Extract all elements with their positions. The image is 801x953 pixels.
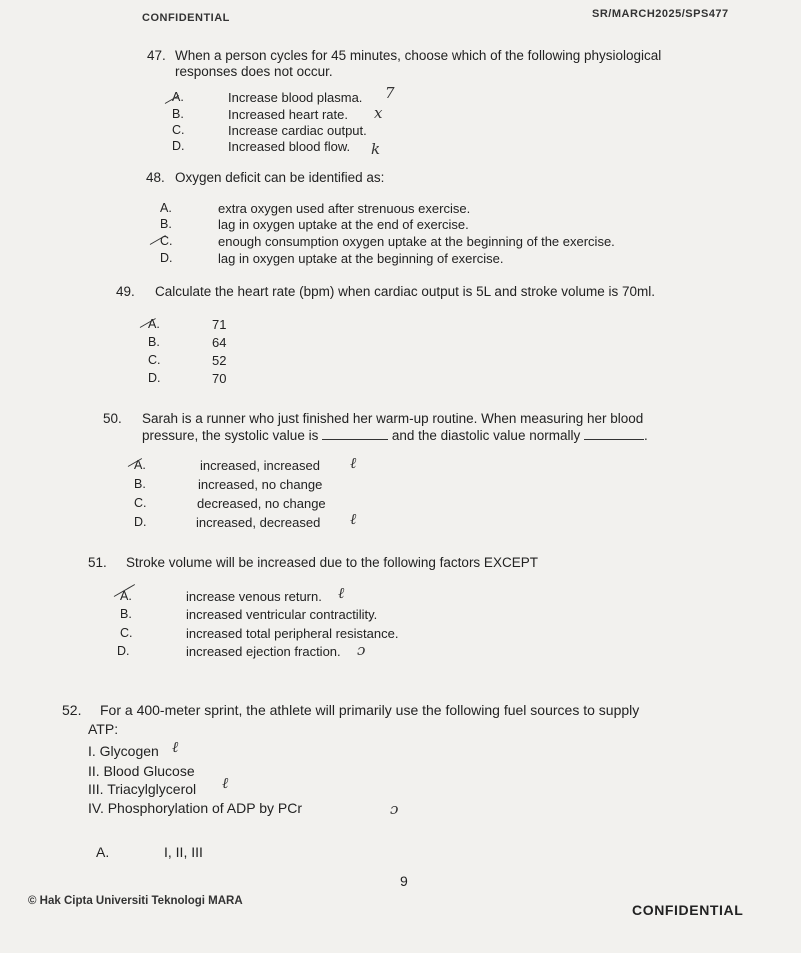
header-reference-code: SR/MARCH2025/SPS477 (592, 8, 729, 20)
handwritten-mark: ℓ (222, 774, 229, 792)
option-text: Increase cardiac output. (228, 123, 367, 138)
option-letter: D. (134, 515, 147, 529)
option-text: Increased blood flow. (228, 139, 351, 154)
question-number: 49. (116, 284, 135, 299)
option-text: increased ventricular contractility. (186, 607, 378, 622)
option-text: increase venous return. (186, 589, 322, 604)
text-fragment: pressure, the systolic value is (142, 428, 319, 443)
handwritten-mark: x (374, 104, 383, 122)
option-text: increased total peripheral resistance. (186, 626, 399, 641)
option-text: 70 (212, 371, 227, 386)
option-letter: B. (172, 107, 184, 121)
option-letter: C. (172, 123, 185, 137)
option-letter: A. (96, 844, 110, 860)
option-text: increased ejection fraction. (186, 644, 341, 659)
option-text: Increased heart rate. (228, 107, 348, 122)
option-text: 71 (212, 317, 227, 332)
handwritten-mark: ℓ (338, 584, 345, 602)
list-item: II. Blood Glucose (88, 763, 195, 779)
option-text: decreased, no change (197, 496, 326, 511)
option-letter: B. (120, 607, 132, 621)
question-number: 51. (88, 555, 107, 570)
fill-in-blank (322, 439, 388, 440)
list-item: IV. Phosphorylation of ADP by PCr (88, 800, 303, 816)
question-text-line: Calculate the heart rate (bpm) when cardiac output is 5L and stroke volume is 70ml. (155, 284, 656, 299)
option-text: Increase blood plasma. (228, 90, 363, 105)
option-letter: C. (120, 626, 133, 640)
option-letter: A. (134, 458, 146, 472)
header-confidential: CONFIDENTIAL (142, 12, 230, 24)
question-text-line: ATP: (88, 721, 119, 737)
question-text-line (142, 428, 648, 443)
question-text-line: Oxygen deficit can be identified as: (175, 170, 385, 185)
option-text: increased, no change (198, 477, 323, 492)
option-text: extra oxygen used after strenuous exercise. (218, 201, 471, 216)
option-text: 52 (212, 353, 227, 368)
option-text: increased, increased (200, 458, 320, 473)
option-letter: A. (172, 90, 184, 104)
handwritten-mark: ℓ (172, 738, 179, 756)
question-text-line: Sarah is a runner who just finished her warm-up routine. When measuring her blood (142, 411, 644, 426)
option-letter: C. (160, 234, 173, 248)
question-number: 48. (146, 170, 165, 185)
option-letter: A. (120, 589, 132, 603)
question-number: 50. (103, 411, 122, 426)
text-fragment: . (643, 428, 648, 443)
option-text: I, II, III (164, 844, 203, 860)
question-number: 47. (147, 48, 166, 63)
option-text: lag in oxygen uptake at the beginning of exercise. (218, 251, 504, 266)
option-letter: D. (148, 371, 161, 385)
question-text-line: responses does not occur. (175, 64, 333, 79)
question-text-line: When a person cycles for 45 minutes, choose which of the following physiological (175, 48, 662, 63)
option-letter: B. (160, 217, 172, 231)
fill-in-blank (584, 439, 644, 440)
option-letter: C. (134, 496, 147, 510)
option-text: enough consumption oxygen uptake at the beginning of the exercise. (218, 234, 615, 249)
page-number: 9 (400, 873, 408, 889)
list-item: I. Glycogen (88, 743, 159, 759)
option-letter: D. (117, 644, 130, 658)
handwritten-mark: k (371, 140, 381, 158)
option-letter: D. (160, 251, 173, 265)
option-text: increased, decreased (196, 515, 321, 530)
handwritten-mark: ℓ (350, 510, 357, 528)
option-letter: C. (148, 353, 161, 367)
option-letter: B. (134, 477, 146, 491)
option-letter: A. (160, 201, 172, 215)
question-number: 52. (62, 702, 82, 718)
question-text-line: Stroke volume will be increased due to the following factors EXCEPT (126, 555, 538, 570)
handwritten-mark: ℓ (350, 454, 357, 472)
question-text-line: For a 400-meter sprint, the athlete will primarily use the following fuel sources to supply (100, 702, 640, 718)
handwritten-mark: ɔ (390, 800, 399, 818)
handwritten-mark: 7 (385, 84, 395, 102)
text-fragment: and the diastolic value normally (391, 428, 581, 443)
handwritten-mark: ɔ (357, 641, 366, 659)
option-letter: A. (148, 317, 160, 331)
option-text: lag in oxygen uptake at the end of exercise. (218, 217, 469, 232)
list-item: III. Triacylglycerol (88, 781, 197, 797)
option-letter: D. (172, 139, 185, 153)
footer-confidential: CONFIDENTIAL (632, 902, 744, 918)
option-text: 64 (212, 335, 227, 350)
option-letter: B. (148, 335, 160, 349)
copyright-notice: © Hak Cipta Universiti Teknologi MARA (28, 895, 243, 907)
